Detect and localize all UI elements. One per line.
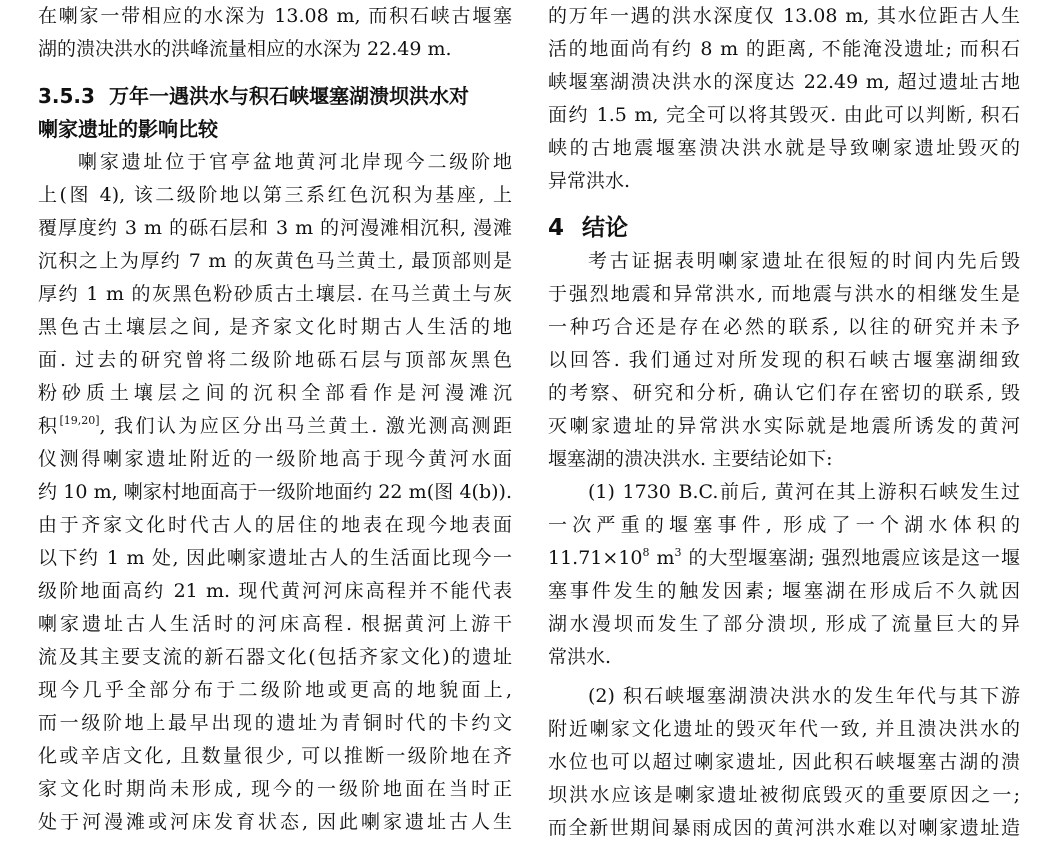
text-span: , 我们认为应区分出马兰黄土. 激光测高测距: [99, 415, 512, 437]
text-line: (1) 1730 B.C.前后, 黄河在其上游积石峡发生过: [588, 481, 1020, 503]
text-line: [548, 542, 1020, 575]
text-line: 的考察、研究和分析, 确认它们存在密切的联系, 毁: [548, 382, 1020, 404]
text-span: m: [649, 547, 675, 569]
text-span: 11.71×10: [548, 547, 643, 569]
text-line: 的万年一遇的洪水深度仅 13.08 m, 其水位距古人生: [548, 5, 1020, 27]
text-line: 处于河漫滩或河床发育状态, 因此喇家遗址古人生: [38, 811, 512, 833]
text-line: 喇家遗址古人生活时的河床高程. 根据黄河上游干: [38, 613, 512, 635]
text-line: 现今几乎全部分布于二级阶地或更高的地貌面上,: [38, 679, 512, 701]
exponent: 3: [674, 546, 682, 559]
text-line: 水位也可以超过喇家遗址, 因此积石峡堰塞古湖的溃: [548, 751, 1020, 773]
section-title: 结论: [582, 215, 629, 241]
section-heading-4: [548, 212, 1020, 245]
text-line: 灭喇家遗址的异常洪水实际就是地震所诱发的黄河: [548, 415, 1020, 437]
text-line: 活的地面尚有约 8 m 的距离, 不能淹没遗址; 而积石: [548, 38, 1020, 60]
text-line: 以下约 1 m 处, 因此喇家遗址古人的生活面比现今一: [38, 547, 512, 569]
text-line: 于强烈地震和异常洪水, 而地震与洪水的相继发生是: [548, 283, 1020, 305]
text-line: 仪测得喇家遗址附近的一级阶地高于现今黄河水面: [38, 448, 512, 470]
text-line: 峡堰塞湖溃决洪水的深度达 22.49 m, 超过遗址古地: [548, 71, 1020, 93]
text-line: 家文化时期尚未形成, 现今的一级阶地面在当时正: [38, 778, 512, 800]
text-line: 化或辛店文化, 且数量很少, 可以推断一级阶地在齐: [38, 745, 512, 767]
section-heading-3-5-3-cont: 喇家遗址的影响比较: [38, 117, 218, 141]
text-line: 级阶地面高约 21 m. 现代黄河河床高程并不能代表: [38, 580, 512, 602]
text-line: 约 10 m, 喇家村地面高于一级阶地面约 22 m(图 4(b)).: [38, 481, 512, 503]
section-number: 3.5.3: [38, 84, 95, 108]
text-line: 而全新世期间暴雨成因的黄河洪水难以对喇家遗址造: [548, 817, 1020, 839]
exponent: 8: [642, 546, 650, 559]
left-column: [38, 0, 512, 839]
text-line: 沉积之上为厚约 7 m 的灰黄色马兰黄土, 最顶部则是: [38, 250, 512, 272]
text-line: 湖的溃决洪水的洪峰流量相应的水深为 22.49 m.: [38, 38, 452, 60]
text-line: 一种巧合还是存在必然的联系, 以往的研究并未予: [548, 316, 1020, 338]
paragraph: [38, 146, 512, 839]
text-line: 湖水漫坝而发生了部分溃坝, 形成了流量巨大的异: [548, 613, 1020, 635]
text-line: 面约 1.5 m, 完全可以将其毁灭. 由此可以判断, 积石: [548, 104, 1020, 126]
text-line: 厚约 1 m 的灰黑色粉砂质古土壤层. 在马兰黄土与灰: [38, 283, 512, 305]
text-line: 塞事件发生的触发因素; 堰塞湖在形成后不久就因: [548, 580, 1020, 602]
text-line: 面. 过去的研究曾将二级阶地砾石层与顶部灰黑色: [38, 349, 512, 371]
paragraph: [548, 245, 1020, 476]
right-column: [548, 0, 1020, 845]
text-line: 在喇家一带相应的水深为 13.08 m, 而积石峡古堰塞: [38, 5, 512, 27]
text-line: 一次严重的堰塞事件, 形成了一个湖水体积的: [548, 514, 1020, 536]
text-span: 积: [38, 415, 60, 437]
text-line: 覆厚度约 3 m 的砾石层和 3 m 的河漫滩相沉积, 漫滩: [38, 217, 512, 239]
section-heading-3-5-3: [38, 80, 512, 113]
text-line: 峡的古地震堰塞溃决洪水就是导致喇家遗址毁灭的: [548, 137, 1020, 159]
text-line: 粉砂质土壤层之间的沉积全部看作是河漫滩沉: [38, 382, 512, 404]
text-line: 常洪水.: [548, 646, 612, 668]
text-line: 而一级阶地上最早出现的遗址为青铜时代的卡约文: [38, 712, 512, 734]
text-span: 的大型堰塞湖; 强烈地震应该是这一堰: [681, 547, 1020, 569]
text-line: (2) 积石峡堰塞湖溃决洪水的发生年代与其下游: [588, 685, 1020, 707]
conclusion-point-2: [548, 680, 1020, 845]
text-line: 流及其主要支流的新石器文化(包括齐家文化)的遗址: [38, 646, 512, 668]
text-line: 异常洪水.: [548, 170, 631, 192]
text-line: 考古证据表明喇家遗址在很短的时间内先后毁: [588, 250, 1020, 272]
text-line: 上(图 4), 该二级阶地以第三系红色沉积为基座, 上: [38, 184, 512, 206]
text-line: 坝洪水应该是喇家遗址被彻底毁灭的重要原因之一;: [548, 784, 1020, 806]
text-line: 以回答. 我们通过对所发现的积石峡古堰塞湖细致: [548, 349, 1020, 371]
citation: [19,20]: [59, 414, 100, 427]
section-number: 4: [548, 215, 565, 241]
conclusion-point-1: [548, 476, 1020, 674]
section-title: 万年一遇洪水与积石峡堰塞湖溃坝洪水对: [108, 84, 469, 108]
text-line: 喇家遗址位于官亭盆地黄河北岸现今二级阶地: [78, 151, 512, 173]
text-line: [38, 410, 512, 443]
text-line: 黑色古土壤层之间, 是齐家文化时期古人生活的地: [38, 316, 512, 338]
text-line: 附近喇家文化遗址的毁灭年代一致, 并且溃决洪水的: [548, 718, 1020, 740]
text-line: 由于齐家文化时代古人的居住的地表在现今地表面: [38, 514, 512, 536]
text-line: 堰塞湖的溃决洪水. 主要结论如下:: [548, 448, 833, 470]
